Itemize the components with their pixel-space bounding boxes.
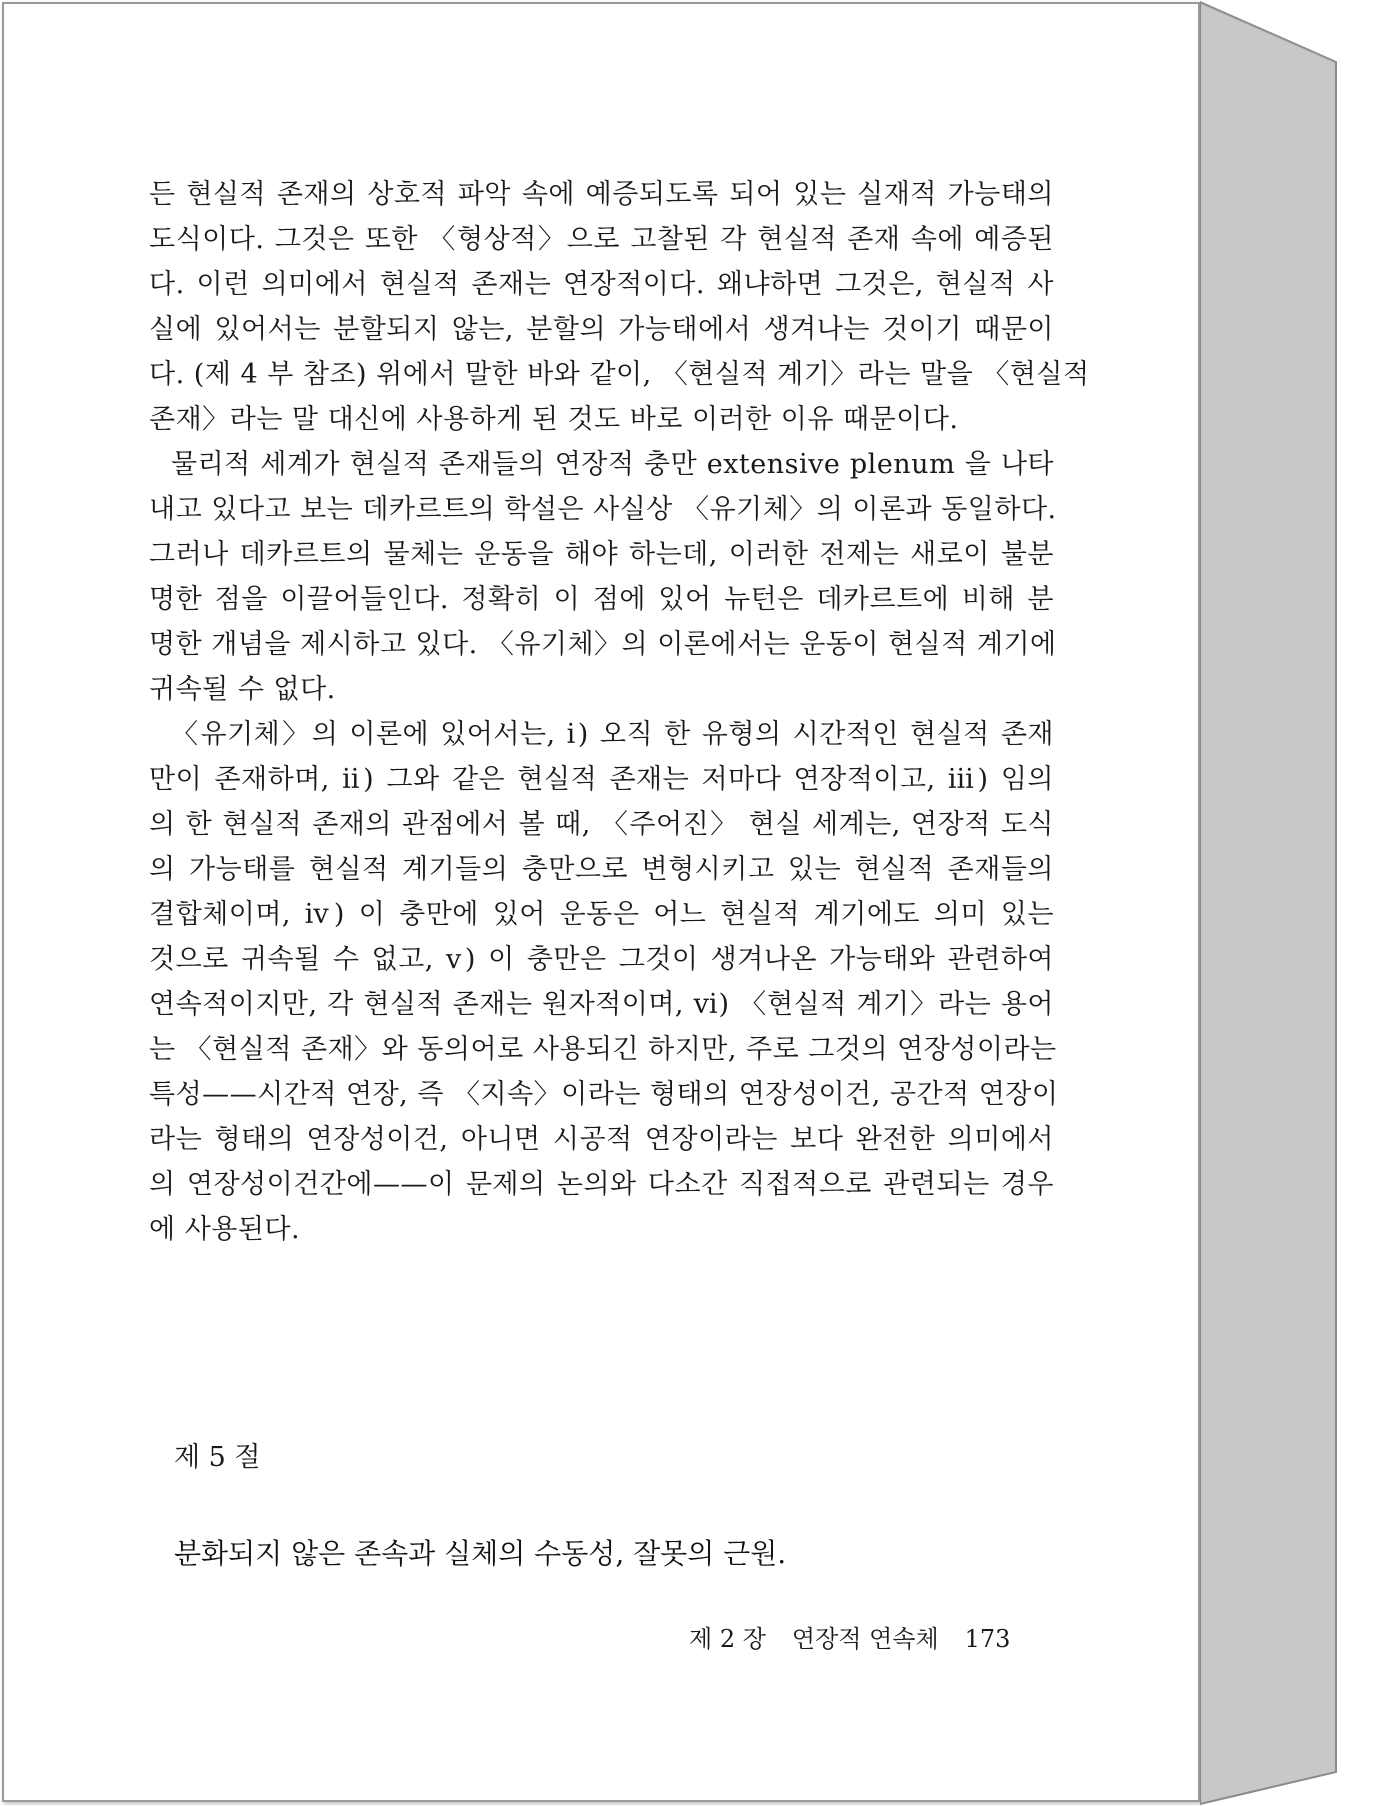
text-line: 결합체이며, ⅳ) 이 충만에 있어 운동은 어느 현실적 계기에도 의미 있는 xyxy=(149,899,1054,930)
book-page xyxy=(2,2,1200,1802)
book-side-edge xyxy=(1200,0,1375,1806)
paragraph-3 xyxy=(149,712,1059,1252)
running-footer xyxy=(689,1619,1010,1654)
paragraph-1 xyxy=(149,172,1090,442)
section-title: 분화되지 않은 존속과 실체의 수동성, 잘못의 근원. xyxy=(174,1537,787,1570)
text-line: 연속적이지만, 각 현실적 존재는 원자적이며, ⅵ) 〈현실적 계기〉라는 용어 xyxy=(149,989,1054,1020)
text-line: 특성——시간적 연장, 즉 〈지속〉이라는 형태의 연장성이건, 공간적 연장이 xyxy=(149,1079,1059,1110)
text-line: 것으로 귀속될 수 없고, ⅴ) 이 충만은 그것이 생겨나온 가능태와 관련하여 xyxy=(149,944,1054,975)
text-line: 명한 점을 이끌어들인다. 정확히 이 점에 있어 뉴턴은 데카르트에 비해 분 xyxy=(149,584,1054,615)
text-line: 존재〉라는 말 대신에 사용하게 된 것도 바로 이러한 이유 때문이다. xyxy=(149,404,959,435)
text-line: 의 한 현실적 존재의 관점에서 볼 때, 〈주어진〉 현실 세계는, 연장적 도식 xyxy=(149,809,1054,840)
text-line: 물리적 세계가 현실적 존재들의 연장적 충만 extensive plenum 을 나타 xyxy=(171,449,1054,480)
text-line: 의 가능태를 현실적 계기들의 충만으로 변형시키고 있는 현실적 존재들의 xyxy=(149,854,1054,885)
footer-chapter-title: 연장적 연속체 xyxy=(791,1625,939,1653)
text-line: 든 현실적 존재의 상호적 파악 속에 예증되도록 되어 있는 실재적 가능태의 xyxy=(149,179,1054,210)
footer-chapter: 제 2 장 xyxy=(689,1625,766,1653)
body-text xyxy=(149,172,1090,1252)
text-line: 의 연장성이건간에——이 문제의 논의와 다소간 직접적으로 관련되는 경우 xyxy=(149,1169,1054,1200)
text-line: 라는 형태의 연장성이건, 아니면 시공적 연장이라는 보다 완전한 의미에서 xyxy=(149,1124,1054,1155)
text-line: 실에 있어서는 분할되지 않는, 분할의 가능태에서 생겨나는 것이기 때문이 xyxy=(149,314,1054,345)
text-line: 내고 있다고 보는 데카르트의 학설은 사실상 〈유기체〉의 이론과 동일하다. xyxy=(149,494,1057,525)
text-line: 귀속될 수 없다. xyxy=(149,674,336,705)
text-line: 다. 이런 의미에서 현실적 존재는 연장적이다. 왜냐하면 그것은, 현실적 사 xyxy=(149,269,1054,300)
text-line: 는 〈현실적 존재〉와 동의어로 사용되긴 하지만, 주로 그것의 연장성이라는 xyxy=(149,1034,1057,1065)
text-line: 에 사용된다. xyxy=(149,1214,301,1245)
text-line: 도식이다. 그것은 또한 〈형상적〉으로 고찰된 각 현실적 존재 속에 예증된 xyxy=(149,224,1054,255)
text-line: 명한 개념을 제시하고 있다. 〈유기체〉의 이론에서는 운동이 현실적 계기에 xyxy=(149,629,1057,660)
text-line: 〈유기체〉의 이론에 있어서는, ⅰ) 오직 한 유형의 시간적인 현실적 존재 xyxy=(171,719,1054,750)
paragraph-2 xyxy=(149,442,1057,712)
text-line: 그러나 데카르트의 물체는 운동을 해야 하는데, 이러한 전제는 새로이 불분 xyxy=(149,539,1054,570)
text-line: 만이 존재하며, ⅱ) 그와 같은 현실적 존재는 저마다 연장적이고, ⅲ) 임의 xyxy=(149,764,1054,795)
book-edge-face xyxy=(1200,2,1336,1804)
section-label: 제 5 절 xyxy=(174,1442,261,1473)
page-number: 173 xyxy=(964,1625,1011,1653)
text-line: 다. (제 4 부 참조) 위에서 말한 바와 같이, 〈현실적 계기〉라는 말을 〈현실적 xyxy=(149,359,1090,390)
